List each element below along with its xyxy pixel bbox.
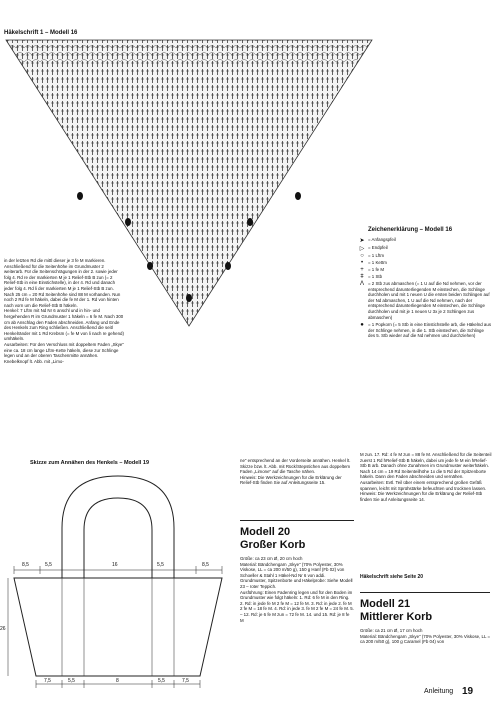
- dim-top-3: 16: [112, 562, 118, 568]
- decrease-2dc-icon: Λ: [359, 281, 364, 287]
- dim-top-5: 8,5: [202, 562, 209, 568]
- chart-title: Häkelschrift 1 – Modell 16: [4, 30, 78, 36]
- dim-bottom-3: 8: [116, 678, 119, 684]
- chain-stitch-icon: ○: [360, 253, 364, 259]
- end-arrow-icon: ▷: [359, 246, 365, 252]
- model20-text: Größe: ca 23 cm Ø, 20 cm hoch Material: Bändchengarn „Skye" (70% Polyester, 30% Viskose, LL = ca 200 m/50 g), 150 g Hanf (Fb 02) von Schoeller & Stahl 1 Häkel-Nd Nr 6 von addi. Grundmuster, Spitzenborte und Häkelprobe: Siehe Modell 23 – roter Teppich. Ausführung: Einen Fadenring legen und für den Boden im Grundmuster wie folgt häkeln: 1. Rd: 6 fe M in den Ring. 2. Rd: in jede fe M 2 fe M = 12 fe M. 3. Rd: in jede 2. fe M 2 fe M = 18 fe M. 4. Rd: in jede 3. fe M 2 fe M = 24 fe M. 5. – 12. Rd: je 6 fe M zun = 72 fe M. 14. und 15. Rd: je 8 fe M: [240, 556, 354, 623]
- dim-bottom-4: 5,5: [158, 678, 165, 684]
- chart-reference: Häkelschrift siehe Seite 20: [360, 574, 424, 580]
- model21-subheading: Mittlerer Korb: [360, 611, 433, 623]
- dim-top-4: 5,5: [157, 562, 164, 568]
- model20-heading: Modell 20: [240, 526, 291, 538]
- model20-subheading: Großer Korb: [240, 539, 306, 551]
- legend-title: Zeichenerklärung – Modell 16: [368, 227, 453, 233]
- legend-item: • = 1 Kettm: [356, 260, 496, 266]
- col2-text-top: ne" entsprechend an der Vorderseite annähen. Henkel lt. Skizze bzw. lt. Abb. mit Rück/Stepstichen aus doppeltem Faden „Limone" auf die Tasche nähen. Hinweis: Die Werkzeichnungen für die Erklärung der Relief-Stb finden Sie auf Anleitungsseite 15.: [240, 458, 351, 486]
- start-arrow-icon: ➤: [359, 238, 365, 244]
- left-text-block: in der letzten Rd die mittl dieser je 3 fe M markieren. Anschließend für die Seitenhöhe im Grundmuster 2 weiterarb. Für die Seitenschrägungen in der 2. sowie jeder folg 4. Rd re der markierten M je 1 Relief-Stb B zun (= 2 Relief-Stb in eine Einstichstelle), in der 4. Rd und danach jeder folg 4. Rd li der markierten M je 1 Relief-Stb B zun. Nach 25 cm = 20 Rd Seitenhöhe sind 88 M vorhanden. Nun noch 2 Rd fe M häkeln, dabei die fe M der 1. Rd von hinten nach vorn um die Relief-Stb B häkeln. Henkel: 7 Lftm mit Nd Nr 6 anschl und in hin- und hergehenden R im Grundmuster 1 häkeln = 6 fe M. Nach 300 cm ab Anschlag den Faden abschneiden. Anfang und Ende des Henkels zum Ring schließen. Anschließend die seitl Henkelränder mit 1 Rd Krebsm (= fe M von li nach re gehend) umhäkeln. Ausarbeiten: Für den Verschluss mit doppeltem Faden „Skye" eine ca. 18 cm lange Lftm-Kette häkeln, diese zur Schlinge legen und an der oberen Taschenmitte annähen. Knebelknopf lt. Abb. mit „Limo-: [4, 258, 124, 364]
- footer-label: Anleitung: [424, 688, 454, 695]
- sketch-title: Skizze zum Annähen des Henkels – Modell 19: [30, 460, 149, 466]
- dim-bottom-1: 7,5: [44, 678, 51, 684]
- legend: [356, 237, 496, 339]
- legend-item: Λ = 2 Stb zus abmaschen (= 1 U auf die Nd nehmen, vor der entsprechend darunterliegenden M einstechen, die Schlinge durchholen und mit 1 neuen U die ersten beiden Schlingen auf der Nd abmaschen, 1 U auf die Nd nehmen, nach der entsprechend darunterliegenden M einstechen, die Schlinge durchholen und mit je 1 neuen U 3x je 2 Schlingen zus abmaschen): [356, 281, 496, 320]
- col3-text: M zun. 17. Rd: 4 fe M zun = 88 fe M. Anschließend für die Seitenteil zuerst 1 Rd hRelief-Stb B häkeln, dabei um jede fe M ein hRelief-Stb B arb. Danach ohne Zunahmen im Grundmuster weiterhäkeln. Nach 14 cm = 19 Rd Seitenteilhöhe 1x die 5 Rd der Spitzenborte häkeln. Dann den Faden abschneiden und vernähen. Ausarbeiten: Evtl. Teil über einem entsprechend großen Gefäß spannen, leicht mit Sprühstärke befeuchten und trocknen lassen. Hinweis: Die Werkzeichnungen für die Erklärung der Relief-Stb finden Sie auf Anleitungsseite 14.: [360, 452, 492, 502]
- model21-rule: [360, 592, 490, 593]
- dim-bottom-5: 7,5: [182, 678, 189, 684]
- legend-item: ● = 1 Popkorn (= 5 Stb in eine Einstichstelle arb, die Häkelnd aus der Schlinge nehmen, in die 1. Stb einstechen, die Schlinge des 5. Stb wieder auf die Nd nehmen und durchziehen): [356, 322, 496, 339]
- legend-item: ▷ = Endpfeil: [356, 245, 496, 252]
- dim-top-2: 5,5: [45, 562, 52, 568]
- model20-rule: [240, 520, 354, 521]
- legend-item: ○ = 1 Lftm: [356, 253, 496, 259]
- page-number: 19: [462, 686, 474, 697]
- legend-item: + = 1 fe M: [356, 267, 496, 273]
- legend-item: ǂ = 1 Stb: [356, 274, 496, 280]
- legend-item: ➤ = Anfangspfeil: [356, 237, 496, 244]
- dim-bottom-2: 5,5: [68, 678, 75, 684]
- double-crochet-icon: ǂ: [360, 274, 364, 280]
- popcorn-icon: ●: [360, 322, 364, 329]
- sketch-diagram: [0, 468, 236, 693]
- dim-top-1: 8,5: [22, 562, 29, 568]
- model21-text: Größe: ca 21 cm Ø, 17 cm hoch Material: Bändchengarn „Skye" (70% Polyester, 30% Viskose, LL = ca 200 m/50 g), 100 g Caramel (Fb 04) von: [360, 628, 491, 645]
- slip-stitch-icon: •: [360, 260, 364, 266]
- dim-side: 26: [0, 626, 6, 632]
- single-crochet-icon: +: [360, 267, 364, 273]
- model21-heading: Modell 21: [360, 598, 411, 610]
